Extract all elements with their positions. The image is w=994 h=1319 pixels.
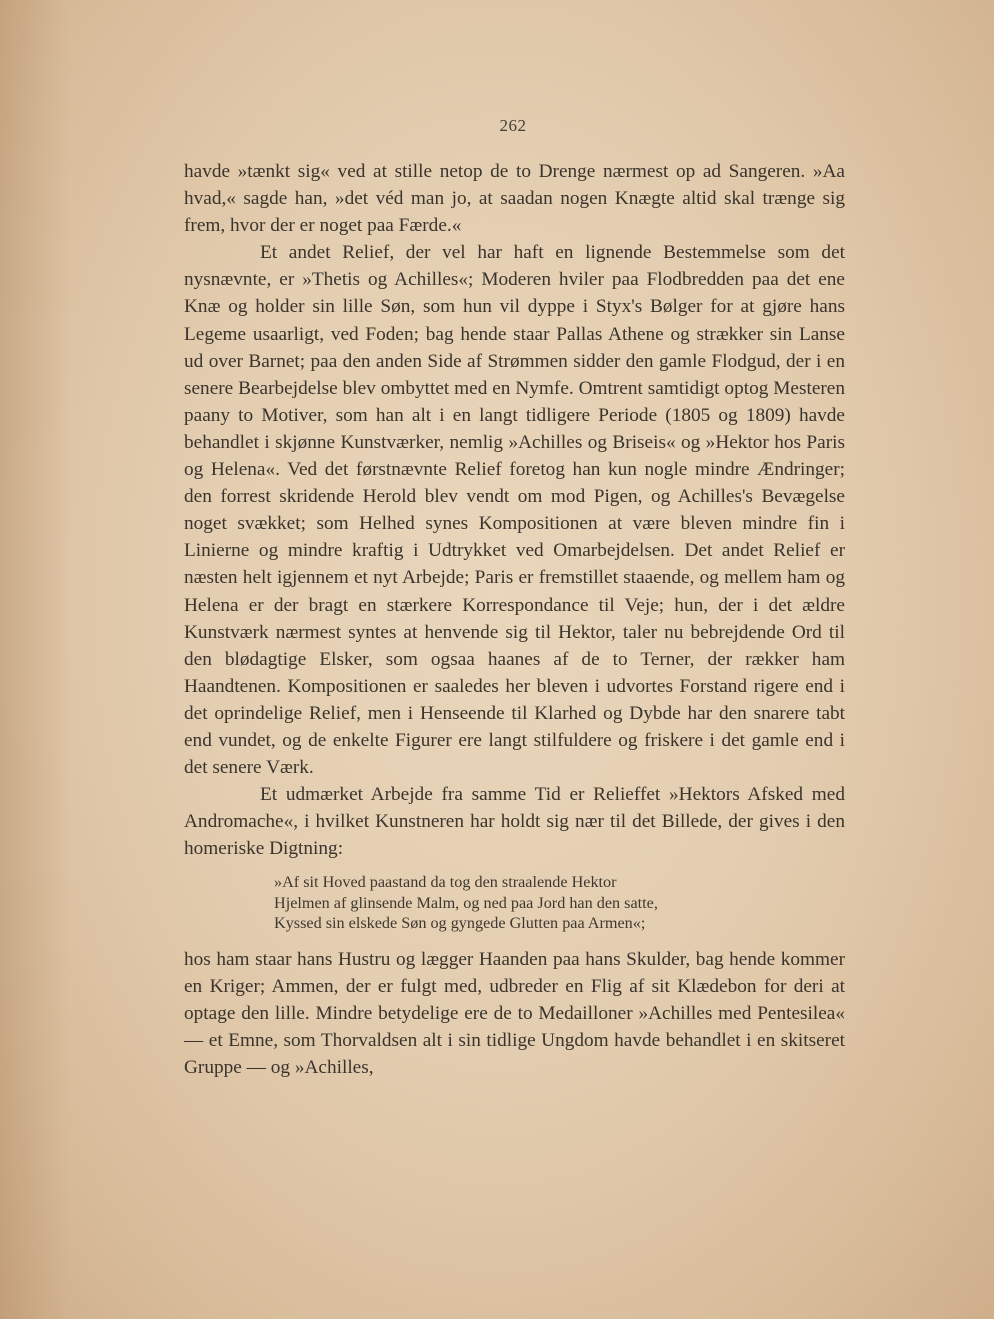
paragraph-3: Et udmærket Arbejde fra samme Tid er Relieffet »Hektors Afsked med Andromache«, i hvilket Kunstneren har holdt sig nær til det Billede, der gives i den homeriske Digtning: <box>184 784 845 860</box>
verse-line-2: Hjelmen af glinsende Malm, og ned paa Jord han den satte, <box>274 893 658 912</box>
verse-line-1: »Af sit Hoved paastand da tog den straalende Hektor <box>274 873 617 892</box>
page-edge-shadow <box>0 0 70 1319</box>
verse-quote <box>274 872 845 934</box>
paragraph-4: hos ham staar hans Hustru og lægger Haanden paa hans Skulder, bag hende kommer en Kriger; Ammen, der er fulgt med, udbreder en Flig af sit Klædebon for deri at optage den lille. Mindre betydelige ere de to Medailloner »Achilles med Pentesilea« — et Emne, som Thorvaldsen alt i sin tidlige Ungdom havde behandlet i en skitseret Gruppe — og »Achilles, <box>184 948 845 1079</box>
paragraph-1: havde »tænkt sig« ved at stille netop de to Drenge nærmest op ad Sangeren. »Aa hvad,« sagde han, »det véd man jo, at saadan nogen Knægte altid skal trænge sig frem, hvor der er noget paa Færde.« <box>184 161 845 237</box>
verse-line-3: Kyssed sin elskede Søn og gyngede Glutten paa Armen«; <box>274 914 646 933</box>
page-number: 262 <box>499 116 527 135</box>
body-text <box>184 158 845 1081</box>
paragraph-2: Et andet Relief, der vel har haft en lignende Bestemmelse som det nysnævnte, er »Thetis og Achilles«; Moderen hviler paa Flodbredden paa det ene Knæ og holder sin lille Søn, som hun vil dyppe i Styx's Bølger for at gjøre hans Legeme usaarligt, ved Foden; bag hende staar Pallas Athene og strækker sin Lanse ud over Barnet; paa den anden Side af Strømmen sidder den gamle Flodgud, der i en senere Bearbejdelse blev ombyttet med en Nymfe. Omtrent samtidigt optog Mesteren paany to Motiver, som han alt i en langt tidligere Periode (1805 og 1809) havde behandlet i skjønne Kunstværker, nemlig »Achilles og Briseis« og »Hektor hos Paris og Helena«. Ved det førstnævnte Relief foretog han kun nogle mindre Ændringer; den forrest skridende Herold blev vendt om mod Pigen, og Achilles's Bevægelse noget svækket; som Helhed synes Kompositionen at være bleven mindre fin i Linierne og mindre kraftig i Udtrykket ved Omarbejdelsen. Det andet Relief er næsten helt igjennem et nyt Arbejde; Paris er fremstillet staaende, og mellem ham og Helena er der bragt en stærkere Korrespondance til Veje; hun, der i det ældre Kunstværk nærmest syntes at henvende sig til Hektor, taler nu bebrejdende Ord til den blødagtige Elsker, som ogsaa haanes af de to Terner, der rækker ham Haandtenen. Kompositionen er saaledes her bleven i udvortes Forstand rigere end i det oprindelige Relief, men i Henseende til Klarhed og Dybde har den snarere tabt end vundet, og de enkelte Figurer ere langt stilfuldere og friskere i det gamle end i det senere Værk. <box>184 242 845 779</box>
